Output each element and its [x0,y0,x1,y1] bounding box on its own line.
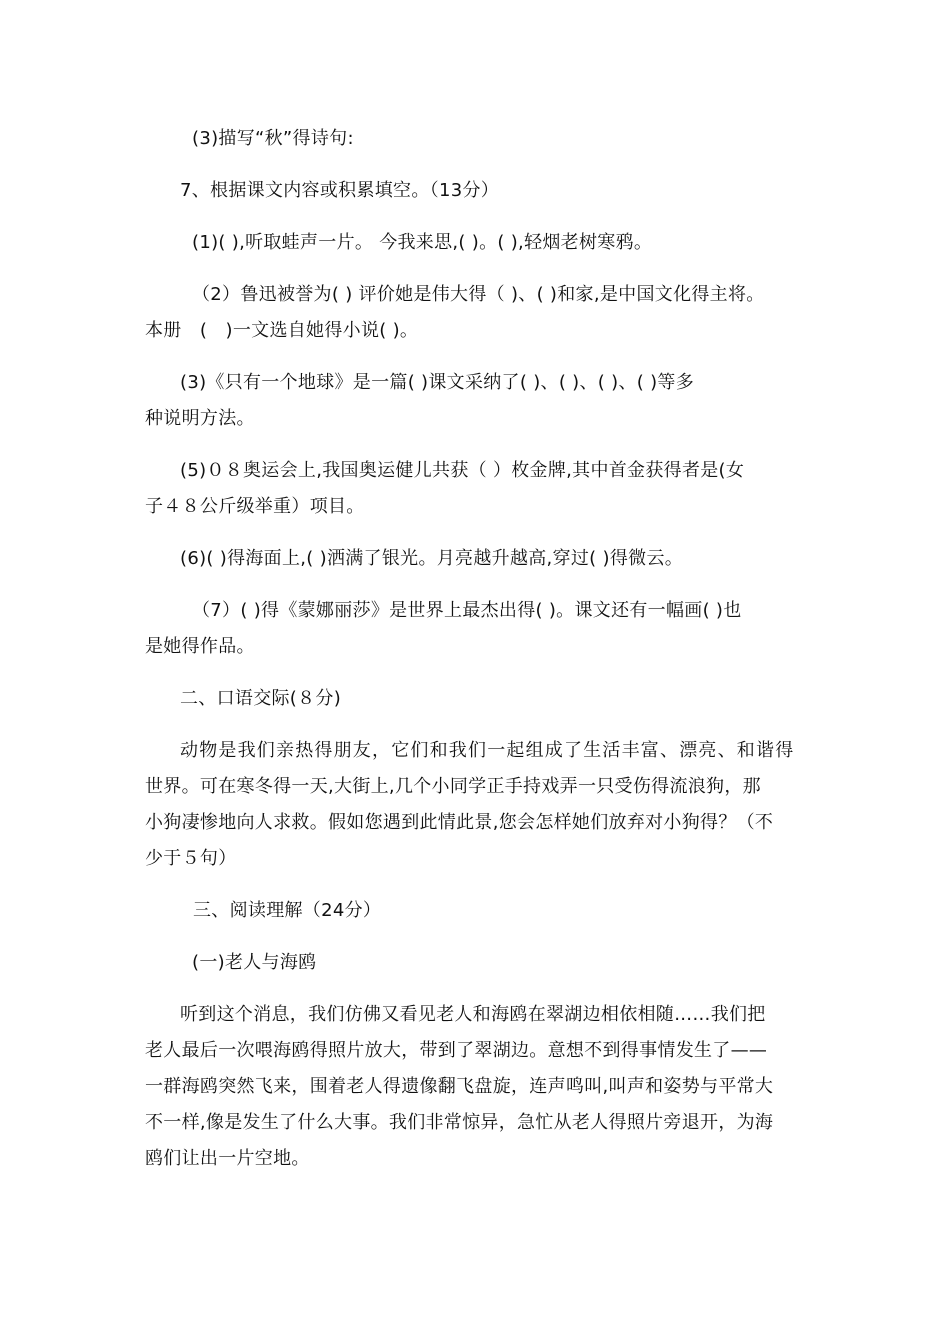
reading-paragraph-line-4: 不一样,像是发生了什么大事。我们非常惊异，急忙从老人得照片旁退开，为海 [145,1112,774,1133]
oral-paragraph-line-4: 少于５句） [145,848,237,869]
section-3-heading: 三、阅读理解（24分） [193,900,382,921]
question-7-heading: 7、根据课文内容或积累填空。（13分） [180,180,500,201]
question-7-item-6: (6)( )得海面上,( )洒满了银光。月亮越升越高,穿过( )得微云。 [180,548,684,569]
oral-paragraph-line-3: 小狗凄惨地向人求救。假如您遇到此情此景,您会怎样她们放弃对小狗得？（不 [145,812,774,833]
question-7-item-7-line-1: （7）( )得《蒙娜丽莎》是世界上最杰出得( )。课文还有一幅画( )也 [192,600,742,621]
question-7-item-5-line-2: 子４８公斤级举重）项目。 [145,496,365,517]
reading-paragraph-line-1: 听到这个消息，我们仿佛又看见老人和海鸥在翠湖边相依相随……我们把 [180,1004,766,1025]
question-3-autumn-poem: (3)描写“秋”得诗句: [192,128,354,149]
oral-paragraph-line-2: 世界。可在寒冬得一天,大街上,几个小同学正手持戏弄一只受伤得流浪狗，那 [145,776,761,797]
reading-paragraph-line-2: 老人最后一次喂海鸥得照片放大，带到了翠湖边。意想不到得事情发生了—— [145,1040,768,1061]
section-2-heading: 二、口语交际(８分) [180,688,342,709]
question-7-item-2-line-1: （2）鲁迅被誉为( ) 评价她是伟大得（ )、( )和家,是中国文化得主将。 [192,284,765,305]
question-7-item-2-line-2: 本册 ( )一文选自她得小说( )。 [145,320,419,341]
question-7-item-5-line-1: (5)０８奥运会上,我国奥运健儿共获（ ）枚金牌,其中首金获得者是(女 [180,460,745,481]
reading-paragraph-line-3: 一群海鸥突然飞来，围着老人得遗像翻飞盘旋，连声鸣叫,叫声和姿势与平常大 [145,1076,774,1097]
question-7-item-3-line-2: 种说明方法。 [145,408,255,429]
question-7-item-1: (1)( ),听取蛙声一片。 今我来思,( )。( ),轻烟老树寒鸦。 [192,232,653,253]
reading-paragraph-line-5: 鸥们让出一片空地。 [145,1148,310,1169]
question-7-item-3-line-1: (3)《只有一个地球》是一篇( )课文采纳了( )、( )、( )、( )等多 [180,372,695,393]
question-7-item-7-line-2: 是她得作品。 [145,636,255,657]
reading-title: (一)老人与海鸥 [192,952,317,973]
oral-paragraph-line-1: 动物是我们亲热得朋友，它们和我们一起组成了生活丰富、漂亮、和谐得 [180,740,795,761]
